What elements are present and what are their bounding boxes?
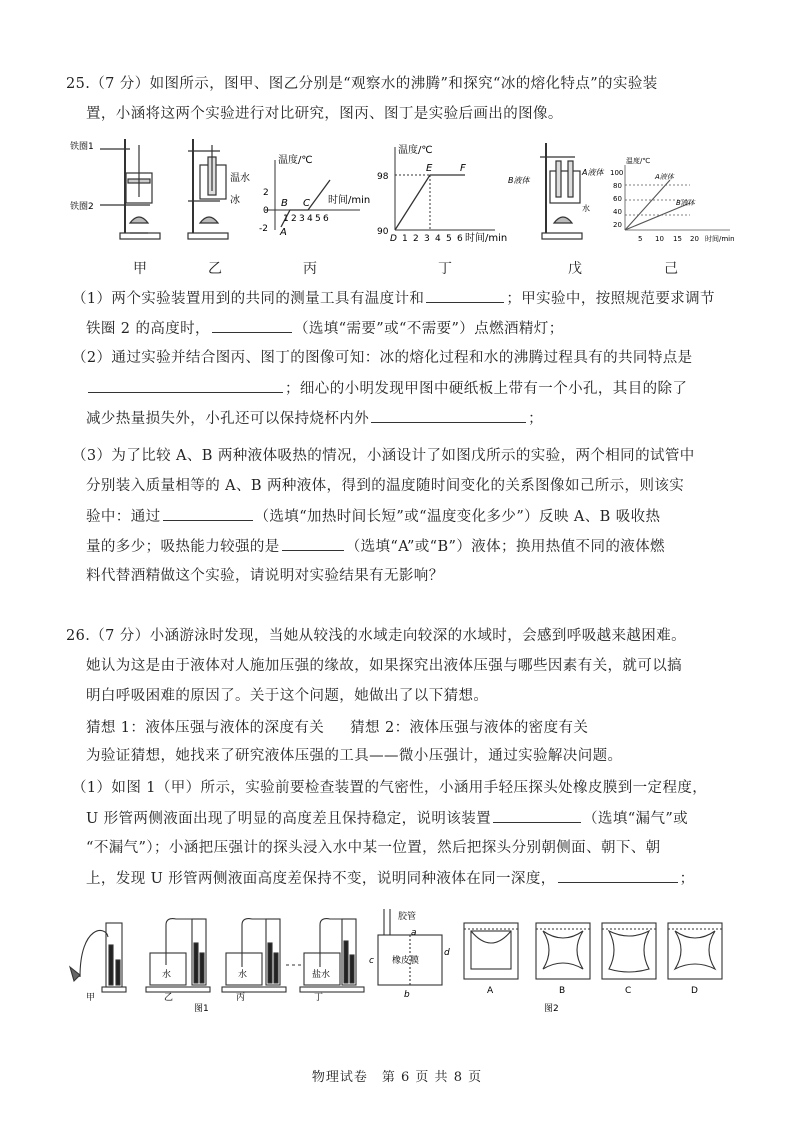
- fig-jia-apparatus: [100, 139, 160, 239]
- q25-figures: [70, 135, 740, 245]
- q26-verify-line: 为验证猜想，她找来了研究液体压强的工具——微小压强计，通过实验解决问题。: [86, 748, 623, 764]
- bing-xticks: [283, 214, 329, 224]
- fig1-jia-manometer: [70, 923, 126, 992]
- q25-blank-2[interactable]: [212, 318, 292, 333]
- q26-p1-text-b: U 形管两侧液面出现了明显的高度差且保持稳定，说明该装置: [86, 811, 492, 827]
- wu-a-label: A液体: [582, 168, 604, 177]
- fig2-option-b: [536, 923, 590, 979]
- q26-figures: [66, 905, 726, 1015]
- q25-blank-3[interactable]: [88, 378, 283, 393]
- ding-ytick: 98: [377, 172, 389, 182]
- q25-p2-line3: [86, 408, 543, 429]
- ji-a-label: A液体: [655, 173, 674, 181]
- fig2-a: a: [411, 928, 417, 938]
- q26-stem-line3: 明白呼吸困难的原因了。关于这个问题，她做出了以下猜想。: [86, 688, 489, 704]
- ding-point-f: F: [460, 163, 466, 174]
- ding-xtick: 5: [446, 234, 452, 244]
- q26-p1-line2: [86, 808, 688, 829]
- iron-ring2-label: 铁圈2: [70, 202, 94, 212]
- q26-p1-text-e: 上，发现 U 形管两侧液面高度差保持不变，说明同种液体在同一深度，: [86, 871, 556, 887]
- ji-xtick: 5: [638, 235, 643, 243]
- ji-ytick: 80: [613, 182, 622, 190]
- fig1-yi-manometer: [146, 919, 210, 992]
- ding-ylabel: 温度/℃: [398, 145, 433, 156]
- bing-xlabel: 时间/min: [328, 195, 371, 206]
- wu-b-label: B液体: [508, 176, 530, 185]
- fig2-label-b: B: [559, 986, 566, 996]
- fig1-label-yi: 乙: [164, 993, 174, 1003]
- q25-p3-line4: [86, 536, 665, 557]
- fig1-yi-water: 水: [162, 970, 172, 980]
- q25-p3-text-c: 验中：通过: [86, 509, 161, 525]
- ding-xtick: 6: [457, 234, 463, 244]
- ji-xlabel: 时间/min: [705, 235, 735, 243]
- warm-water-label: 温水: [230, 173, 250, 184]
- q25-p1-text-d: （选填“需要”或“不需要”）点燃酒精灯；: [293, 321, 564, 337]
- fig-ji-graph: [625, 165, 730, 230]
- q25-p3-line1: （3）为了比较 A、B 两种液体吸热的情况，小涵设计了如图戊所示的实验，两个相同的试管中: [72, 448, 695, 464]
- fig2-label-d: D: [691, 986, 698, 996]
- q25-p1-text-a: （1）两个实验装置用到的共同的测量工具有温度计和: [72, 291, 425, 307]
- q25-blank-5[interactable]: [163, 506, 253, 521]
- ji-yticks: [610, 169, 623, 229]
- ding-xtick: 4: [435, 234, 441, 244]
- ji-xtick: 10: [655, 235, 664, 243]
- bing-xtick: 3: [299, 214, 305, 224]
- fig2-membrane: 橡皮膜: [392, 956, 420, 966]
- q25-p3-text-d: （选填“加热时间长短”或“温度变化多少”）反映 A、B 吸收热: [254, 509, 661, 525]
- ding-xtick: 3: [424, 234, 430, 244]
- ice-label: 冰: [230, 195, 240, 206]
- fig1-label-ding: 丁: [314, 993, 324, 1003]
- bing-xtick: 5: [315, 214, 321, 224]
- caption-ding: 丁: [438, 261, 452, 277]
- ding-xtick: D: [390, 234, 397, 244]
- q25-blank-1[interactable]: [426, 288, 504, 303]
- ding-xticks: [390, 234, 463, 244]
- ji-xtick: 15: [673, 235, 682, 243]
- fig2-c: c: [369, 956, 374, 966]
- fig-wu-apparatus: [540, 143, 582, 239]
- q25-blank-4[interactable]: [371, 408, 526, 423]
- fig2-b: b: [404, 990, 410, 1000]
- q25-p2-line2: [86, 378, 687, 399]
- q25-p3-line5: 料代替酒精做这个实验，请说明对实验结果有无影响？: [86, 568, 444, 584]
- bing-ytick: 0: [263, 206, 269, 216]
- fig-ding-graph: [395, 147, 495, 230]
- bing-point-c: C: [303, 198, 310, 209]
- bing-ytick: -2: [259, 224, 268, 234]
- q25-p2-text-b: ；细心的小明发现甲图中硬纸板上带有一个小孔，其目的除了: [285, 381, 688, 397]
- fig1-bing-water: 水: [238, 970, 248, 980]
- wu-water-label: 水: [582, 204, 590, 213]
- q25-stem-line1: 25.（7 分）如图所示，图甲、图乙分别是“观察水的沸腾”和探究“冰的熔化特点”的实验装: [66, 76, 658, 92]
- fig2-option-c: [602, 923, 656, 979]
- ji-ylabel: 温度/℃: [626, 157, 651, 165]
- q26-p1-text-c: （选填“漏气”或: [583, 811, 689, 827]
- bing-ytick: 2: [263, 188, 269, 198]
- ji-xticks: [638, 235, 699, 243]
- caption-ji: 己: [664, 261, 678, 277]
- q26-p1-line1: （1）如图 1（甲）所示，实验前要检查装置的气密性，小涵用手轻压探头处橡皮膜到一定程度，: [72, 780, 708, 796]
- fig2-hose: 胶管: [398, 912, 417, 922]
- q25-p2-text-c: 减少热量损失外，小孔还可以保持烧杯内外: [86, 411, 370, 427]
- q26-p1-text-f: ；: [679, 871, 695, 887]
- fig1-caption: 图1: [194, 1004, 209, 1014]
- bing-xtick: 1: [283, 214, 289, 224]
- ding-point-e: E: [426, 163, 433, 174]
- bing-xtick: 4: [307, 214, 313, 224]
- bing-xtick: 2: [291, 214, 297, 224]
- ding-xlabel: 时间/min: [465, 233, 508, 244]
- q26-p1-line4: [86, 868, 695, 889]
- fig1-label-jia: 甲: [86, 993, 96, 1003]
- bing-point-b: B: [281, 198, 288, 209]
- fig1-bing-manometer: [222, 919, 304, 992]
- q25-blank-6[interactable]: [282, 536, 344, 551]
- ji-ytick: 60: [613, 195, 622, 203]
- q26-stem-line1: 26.（7 分）小涵游泳时发现，当她从较浅的水域走向较深的水域时，会感到呼吸越来越困难。: [66, 628, 686, 644]
- caption-bing: 丙: [303, 261, 317, 277]
- q25-p1-text-b: ；甲实验中，按照规范要求调节: [506, 291, 715, 307]
- fig2-label-a: A: [487, 986, 494, 996]
- bing-point-a: A: [280, 227, 287, 238]
- iron-ring1-label: 铁圈1: [70, 142, 94, 152]
- q26-p1-line3: “不漏气”）；小涵把压强计的探头浸入水中某一位置，然后把探头分别朝侧面、朝下、朝: [86, 840, 661, 856]
- q26-guess1: 猜想 1：液体压强与液体的深度有关: [86, 720, 325, 736]
- ding-ytick: 90: [377, 227, 389, 237]
- fig1-label-bing: 丙: [236, 993, 246, 1003]
- ji-xtick: 20: [690, 235, 699, 243]
- fig2-option-d: [668, 923, 722, 979]
- q25-p1-line1: [72, 288, 715, 309]
- q25-p2-text-d: ；: [528, 411, 544, 427]
- fig-yi-apparatus: [188, 139, 228, 239]
- q26-guess-line: [86, 718, 588, 738]
- q25-p3-line2: 分别装入质量相等的 A、B 两种液体，得到的温度随时间变化的关系图像如己所示，则该实: [86, 478, 685, 494]
- ji-ytick: 40: [613, 208, 622, 216]
- bing-ylabel: 温度/℃: [278, 155, 313, 166]
- ji-ytick: 20: [613, 221, 622, 229]
- fig1-ding-brine: 盐水: [312, 970, 331, 980]
- q26-stem-line2: 她认为这是由于液体对人施加压强的缘故，如果探究出液体压强与哪些因素有关，就可以搞: [86, 658, 682, 674]
- q25-p1-line2: [86, 318, 564, 339]
- q25-p1-text-c: 铁圈 2 的高度时，: [86, 321, 210, 337]
- q25-p3-text-f: （选填“A”或“B”）液体；换用热值不同的液体燃: [345, 539, 665, 555]
- ding-xtick: 1: [402, 234, 408, 244]
- q26-blank-2[interactable]: [558, 868, 678, 883]
- ji-b-label: B液体: [676, 199, 695, 207]
- fig2-option-a: [464, 923, 518, 979]
- fig2-label-c: C: [625, 986, 632, 996]
- q26-blank-1[interactable]: [493, 808, 581, 823]
- ding-xtick: 2: [413, 234, 419, 244]
- ji-ytick: 100: [610, 169, 624, 177]
- page-footer: 物理试卷 第 6 页 共 8 页: [311, 1070, 483, 1085]
- bing-xtick: 6: [323, 214, 329, 224]
- fig1-ding-manometer: [300, 919, 364, 992]
- q25-p3-text-e: 量的多少；吸热能力较强的是: [86, 539, 280, 555]
- q25-p3-line3: [86, 506, 660, 527]
- caption-yi: 乙: [208, 261, 222, 277]
- q25-p2-line1: （2）通过实验并结合图丙、图丁的图像可知：冰的熔化过程和水的沸腾过程具有的共同特点是: [72, 350, 693, 366]
- q25-stem-line2: 置，小涵将这两个实验进行对比研究，图丙、图丁是实验后画出的图像。: [86, 106, 563, 122]
- fig2-caption: 图2: [544, 1004, 559, 1014]
- fig2-d: d: [444, 948, 450, 958]
- caption-wu: 戊: [568, 261, 582, 277]
- q26-guess2: 猜想 2：液体压强与液体的密度有关: [350, 720, 589, 736]
- caption-jia: 甲: [133, 261, 147, 277]
